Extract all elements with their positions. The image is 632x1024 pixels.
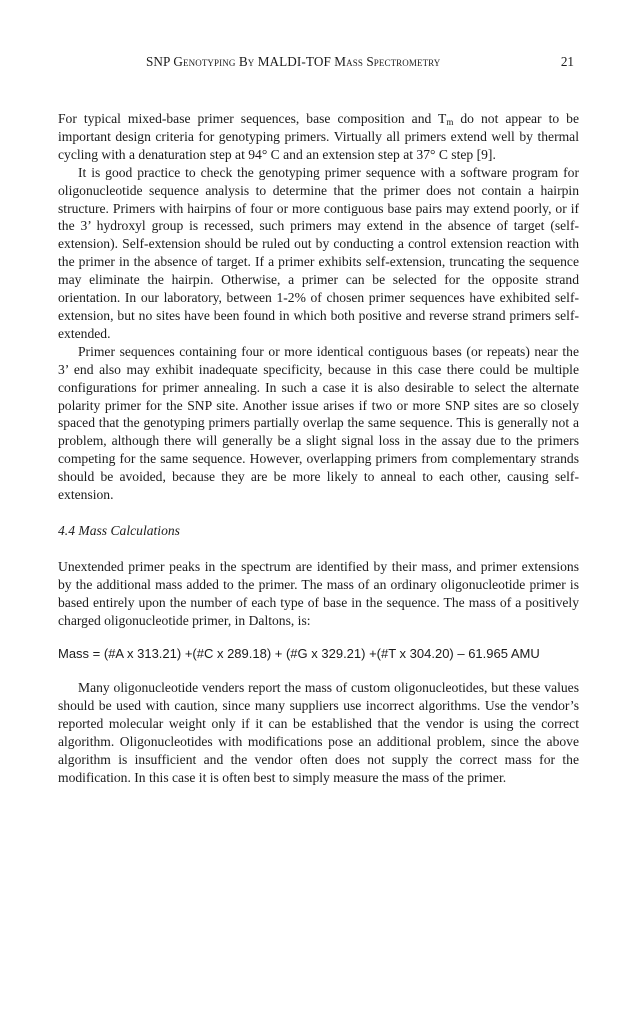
paragraph-repeats: Primer sequences containing four or more identical contiguous bases (or repeats) near the 3’ end also may exhibit inadequate specificity, because in this case there could be multiple configurations for primer annealing. In such a case it is also desirable to select the alternate polarity primer for the SNP site. Another issue arises if two or more SNP sites are so closely spaced that the genotyping primers partially overlap the same sequence. This is generally not a problem, although there will generally be a slight signal loss in the assay due to the primers competing for the same sequence. However, overlapping primers from complementary strands should be avoided, because they are be more likely to anneal to each other, causing self-extension.	[58, 343, 579, 503]
paragraph-base-composition	[58, 110, 579, 164]
paragraph-mass-intro: Unextended primer peaks in the spectrum are identified by their mass, and primer extensions by the additional mass added to the primer. The mass of an ordinary oligonucleotide primer is based entirely upon the number of each type of base in the sequence. The mass of a positively charged oligonucleotide primer, in Daltons, is:	[58, 558, 579, 628]
page-number: 21	[560, 54, 574, 69]
body-text	[58, 110, 579, 787]
paragraph-text: do not appear to be important design criteria for genotyping primers. Virtually all primers extend well by thermal cycling with a denaturation step at 94° C and an extension step at 37° C step [9].	[58, 111, 579, 162]
mass-formula: Mass = (#A x 313.21) +(#C x 289.18) + (#G x 329.21) +(#T x 304.20) – 61.965 AMU	[58, 646, 540, 662]
paragraph-text: For typical mixed-base primer sequences, base composition and T	[58, 111, 447, 126]
section-heading: 4.4 Mass Calculations	[58, 522, 180, 538]
paragraph-vendors: Many oligonucleotide venders report the mass of custom oligonucleotides, but these values should be used with caution, since many suppliers use incorrect algorithms. Use the vendor’s reported molecular weight only if it can be established that the vendor is using the correct algorithm. Oligonucleotides with modifications pose an additional problem, since the above algorithm is insufficient and the vendor often does not supply the correct mass for the modification. In this case it is often best to simply measure the mass of the primer.	[58, 680, 579, 785]
tm-subscript: m	[446, 117, 454, 127]
running-title: SNP Genotyping By MALDI-TOF Mass Spectrometry	[146, 54, 441, 69]
paragraph-hairpin: It is good practice to check the genotyping primer sequence with a software program for oligonucleotide sequence analysis to determine that the primer does not contain a hairpin structure. Primers with hairpins of four or more contiguous base pairs may extend poorly, or if the 3’ hydroxyl group is recessed, such primers may extend in the absence of target (self-extension). Self-extension should be ruled out by conducting a control extension reaction with the primer in the absence of target. If a primer exhibits self-extension, truncating the sequence may eliminate the hairpin. Otherwise, a primer can be selected for the opposite strand orientation. In our laboratory, between 1-2% of chosen primer sequences have exhibited self-extension, but no sites have been found in which both positive and reverse strand primers self-extended.	[58, 164, 579, 341]
